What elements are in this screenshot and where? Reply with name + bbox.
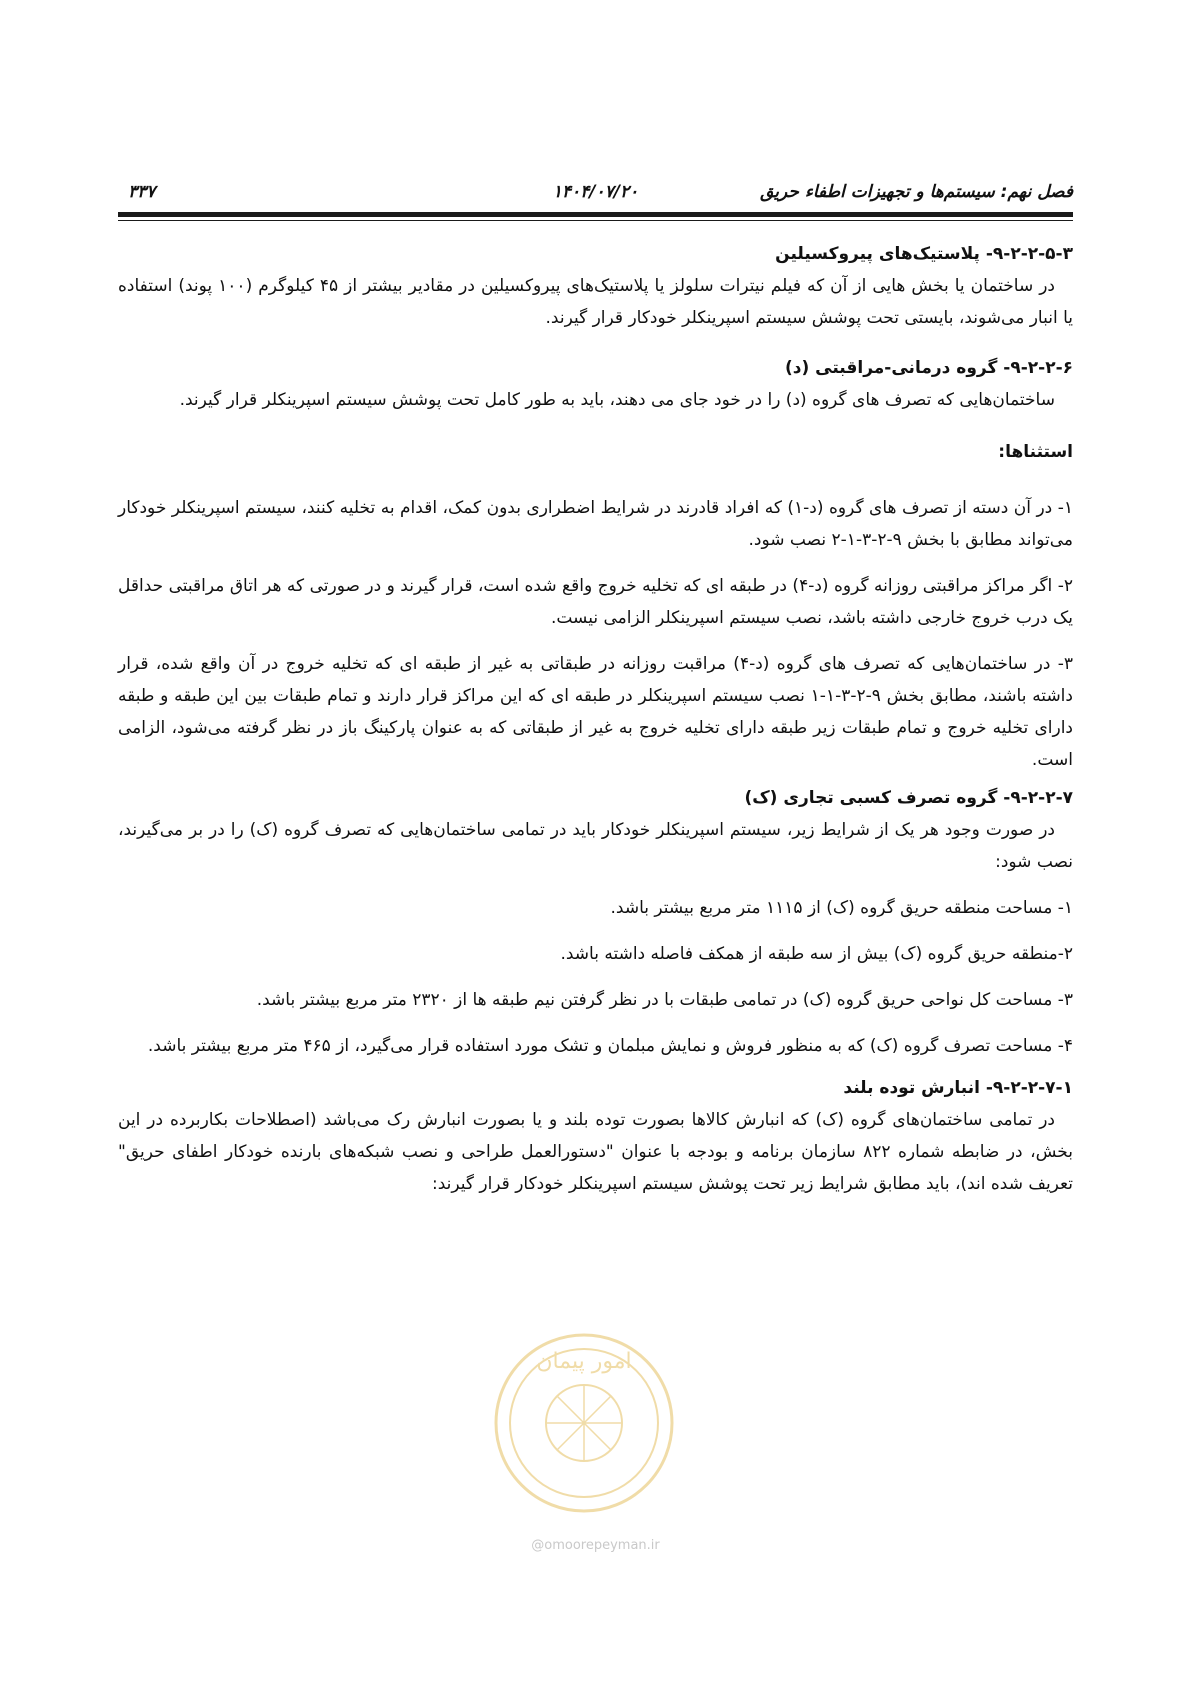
section-heading-care-group: ۹-۲-۲-۶- گروه درمانی-مراقبتی (د) <box>784 358 1073 378</box>
chapter-title: فصل نهم: سیستم‌ها و تجهیزات اطفاء حریق <box>760 182 1073 202</box>
header-rule-thin <box>118 220 1073 221</box>
section-heading-mercantile: ۹-۲-۲-۷- گروه تصرف کسبی تجاری (ک) <box>744 788 1073 808</box>
watermark-url: @omoorepeyman.ir <box>531 1538 660 1553</box>
section-heading-high-piled-storage: ۹-۲-۲-۷-۱- انبارش توده بلند <box>843 1078 1073 1098</box>
watermark-seal-logo <box>489 1328 679 1518</box>
page-header <box>118 182 1073 212</box>
exception-item: ۱- در آن دسته از تصرف های گروه (د-۱) که افراد قادرند در شرایط اضطراری بدون کمک، اقدام به تخلیه کنند، سیستم اسپرینکلر خودکار می‌تواند مطابق با بخش ۹-۲-۳-۱-۲ نصب شود. <box>118 498 1073 550</box>
condition-item: ۱- مساحت منطقه حریق گروه (ک) از ۱۱۱۵ متر مربع بیشتر باشد. <box>610 898 1073 918</box>
condition-item: ۳- مساحت کل نواحی حریق گروه (ک) در تمامی طبقات با در نظر گرفتن نیم طبقه ها از ۲۳۲۰ متر مربع بیشتر باشد. <box>256 990 1073 1010</box>
condition-item: ۲-منطقه حریق گروه (ک) بیش از سه طبقه از همکف فاصله داشته باشد. <box>560 944 1073 964</box>
exceptions-label: استثناها: <box>998 442 1073 462</box>
section-body-mercantile: در صورت وجود هر یک از شرایط زیر، سیستم اسپرینکلر خودکار باید در تمامی ساختمان‌هایی که تصرف گروه (ک) را در بر می‌گیرند، نصب شود: <box>118 820 1073 872</box>
watermark-text: امور پیمان <box>536 1349 632 1374</box>
condition-item: ۴- مساحت تصرف گروه (ک) که به منظور فروش و نمایش مبلمان و تشک مورد استفاده قرار می‌گیرد، از ۴۶۵ متر مربع بیشتر باشد. <box>147 1036 1073 1056</box>
header-rule-thick <box>118 212 1073 217</box>
exception-item: ۳- در ساختمان‌هایی که تصرف های گروه (د-۴) مراقبت روزانه در طبقاتی به غیر از طبقه ای که تخلیه خروج در آن واقع شده، قرار داشته باشند، مطابق بخش ۹-۲-۳-۱-۱ نصب سیستم اسپرینکلر در طبقه ای که این مراکز قرار دارند و تمام طبقات بین این طبقه و طبقه دارای تخلیه خروج و تمام طبقات زیر طبقه دارای تخلیه خروج به غیر از طبقاتی که به عنوان پارکینگ باز در نظر گرفته می‌شود، الزامی است. <box>118 654 1073 770</box>
section-body-care-group: ساختمان‌هایی که تصرف های گروه (د) را در خود جای می دهند، باید به طور کامل تحت پوشش سیستم اسپرینکلر قرار گیرند. <box>179 390 1055 410</box>
spacer <box>118 334 1073 352</box>
exception-item: ۲- اگر مراکز مراقبتی روزانه گروه (د-۴) در طبقه ای که تخلیه خروج واقع شده است، قرار گیرند و در صورتی که هر اتاق مراقبتی حداقل یک درب خروج خارجی داشته باشد، نصب سیستم اسپرینکلر الزامی نیست. <box>118 576 1074 628</box>
page-content <box>118 238 1073 1200</box>
section-body-high-piled-storage: در تمامی ساختمان‌های گروه (ک) که انبارش کالاها بصورت توده بلند و یا بصورت انبارش رک می‌باشد (اصطلاحات بکاربرده در این بخش، در ضابطه شماره ۸۲۲ سازمان برنامه و بودجه با عنوان "دستورالعمل طراحی و نصب شبکه‌های بارنده خودکار اطفای حریق" تعریف شده اند)، باید مطابق شرایط زیر تحت پوشش سیستم اسپرینکلر خودکار قرار گیرند: <box>118 1110 1073 1194</box>
page-number: ۳۳۷ <box>128 182 156 202</box>
section-body-pyroxylin: در ساختمان یا بخش هایی از آن که فیلم نیترات سلولز یا پلاستیک‌های پیروکسیلین در مقادیر بیشتر از ۴۵ کیلوگرم (۱۰۰ پوند) استفاده یا انبار می‌شوند، بایستی تحت پوشش سیستم اسپرینکلر خودکار قرار گیرند. <box>118 276 1073 328</box>
header-date: ۱۴۰۴/۰۷/۲۰ <box>552 182 639 202</box>
spacer <box>118 1062 1073 1072</box>
section-heading-pyroxylin: ۹-۲-۲-۵-۳- پلاستیک‌های پیروکسیلین <box>775 244 1073 264</box>
